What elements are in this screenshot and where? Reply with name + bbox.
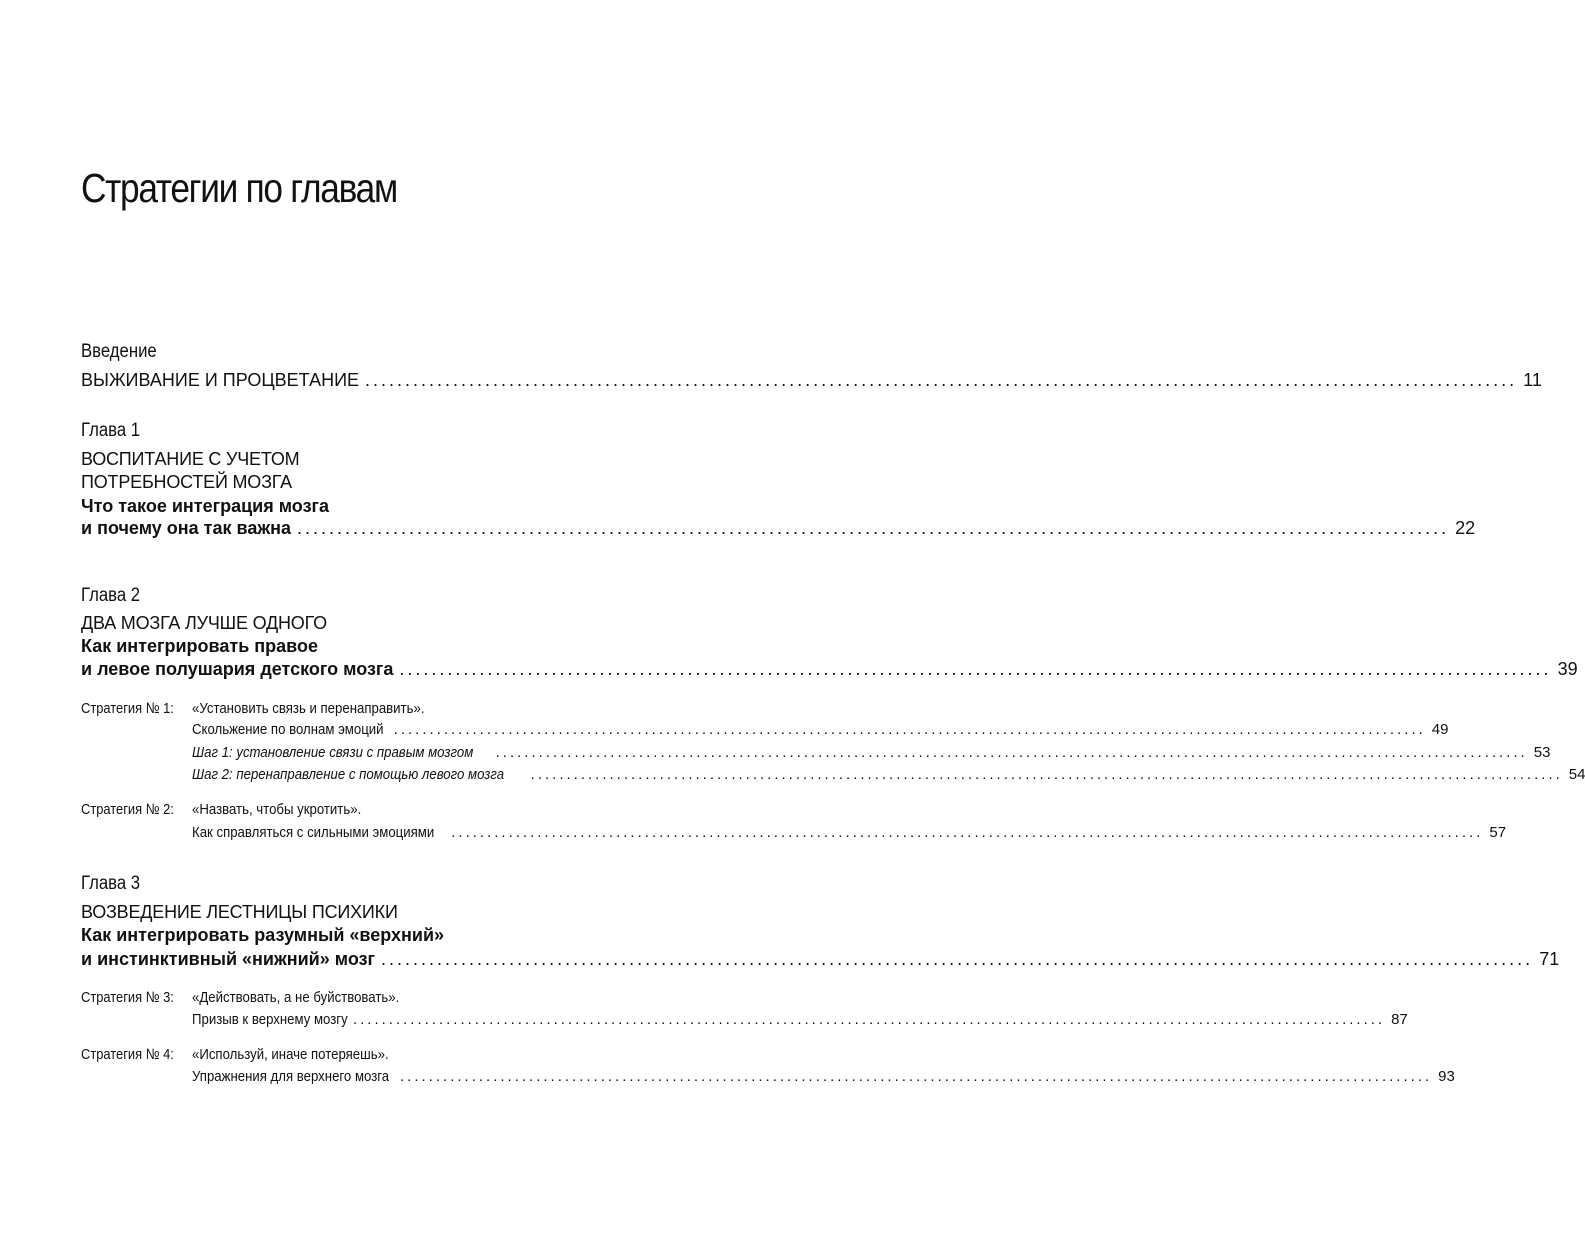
chapter-3-label: Глава 3 [81, 873, 141, 894]
entry-text: Скольжение по волнам эмоций [192, 721, 384, 738]
entry-text: Как справляться с сильными эмоциями [192, 824, 435, 841]
chapter-1-label: Глава 1 [81, 420, 141, 441]
strategy-1-entry-3[interactable] [192, 766, 1585, 783]
intro-page: 11 [1523, 370, 1542, 390]
strategy-3-name: «Действовать, а не буйствовать». [192, 989, 400, 1006]
page-title: Стратегии по главам [81, 165, 397, 211]
chapter-3-entry[interactable] [81, 949, 1560, 969]
chapter-2-page: 39 [1557, 659, 1578, 679]
chapter-1-subtitle-line-2: и почему она так важна [81, 518, 291, 538]
dot-leader: ................................................................................................................................................ [400, 1068, 1433, 1085]
strategy-2-entry-1[interactable] [192, 824, 1507, 841]
chapter-1-entry[interactable] [81, 518, 1476, 538]
dot-leader: ................................................................................................................................................ [495, 744, 1528, 761]
dot-leader: ................................................................................................................................................ [352, 1011, 1386, 1028]
dot-leader: ................................................................................................................................................ [297, 518, 1450, 538]
chapter-3-page: 71 [1539, 949, 1560, 969]
chapter-1-title-line-1: ВОСПИТАНИЕ С УЧЕТОМ [81, 449, 300, 469]
strategy-1-name: «Установить связь и перенаправить». [192, 700, 425, 717]
entry-text: Упражнения для верхнего мозга [192, 1068, 390, 1085]
chapter-2-subtitle-line-1: Как интегрировать правое [81, 636, 318, 656]
intro-label: Введение [81, 341, 157, 362]
strategy-1-entry-1[interactable] [192, 721, 1449, 738]
entry-text: Шаг 2: перенаправление с помощью левого мозга [192, 766, 505, 783]
chapter-2-title-line-1: ДВА МОЗГА ЛУЧШЕ ОДНОГО [81, 613, 327, 633]
dot-leader: ................................................................................................................................................ [393, 721, 1426, 738]
strategy-1-label: Стратегия № 1: [81, 700, 174, 717]
strategy-1-entry-2[interactable] [192, 744, 1551, 761]
strategy-3-label: Стратегия № 3: [81, 989, 174, 1006]
entry-page: 57 [1489, 824, 1507, 841]
chapter-2-label: Глава 2 [81, 585, 141, 606]
chapter-1-subtitle-line-1: Что такое интеграция мозга [81, 496, 330, 516]
chapter-1-page: 22 [1455, 518, 1476, 538]
entry-page: 54 [1568, 766, 1585, 783]
intro-entry[interactable] [81, 370, 1542, 390]
chapter-3-title-line-1: ВОЗВЕДЕНИЕ ЛЕСТНИЦЫ ПСИХИКИ [81, 902, 398, 922]
strategy-2-label: Стратегия № 2: [81, 801, 174, 818]
intro-title: ВЫЖИВАНИЕ И ПРОЦВЕТАНИЕ [81, 370, 360, 390]
dot-leader: ................................................................................................................................................ [451, 824, 1484, 841]
chapter-3-subtitle-line-2: и инстинктивный «нижний» мозг [81, 949, 376, 969]
entry-page: 93 [1438, 1068, 1455, 1085]
dot-leader: ................................................................................................................................................ [365, 370, 1518, 390]
entry-page: 53 [1533, 744, 1551, 761]
strategy-4-label: Стратегия № 4: [81, 1046, 174, 1063]
entry-page: 49 [1431, 721, 1449, 738]
chapter-2-entry[interactable] [81, 659, 1578, 679]
entry-page: 87 [1391, 1011, 1408, 1028]
entry-text: Призыв к верхнему мозгу [192, 1011, 348, 1028]
chapter-1-title-line-2: ПОТРЕБНОСТЕЙ МОЗГА [81, 472, 292, 492]
dot-leader: ................................................................................................................................................ [530, 766, 1563, 783]
strategy-2-name: «Назвать, чтобы укротить». [192, 801, 362, 818]
strategy-3-entry-1[interactable] [192, 1011, 1408, 1028]
strategy-4-entry-1[interactable] [192, 1068, 1455, 1085]
dot-leader: ................................................................................................................................................ [399, 659, 1552, 679]
chapter-3-subtitle-line-1: Как интегрировать разумный «верхний» [81, 925, 445, 945]
dot-leader: ................................................................................................................................................ [381, 949, 1534, 969]
entry-text: Шаг 1: установление связи с правым мозгом [192, 744, 474, 761]
chapter-2-subtitle-line-2: и левое полушария детского мозга [81, 659, 394, 679]
strategy-4-name: «Используй, иначе потеряешь». [192, 1046, 389, 1063]
